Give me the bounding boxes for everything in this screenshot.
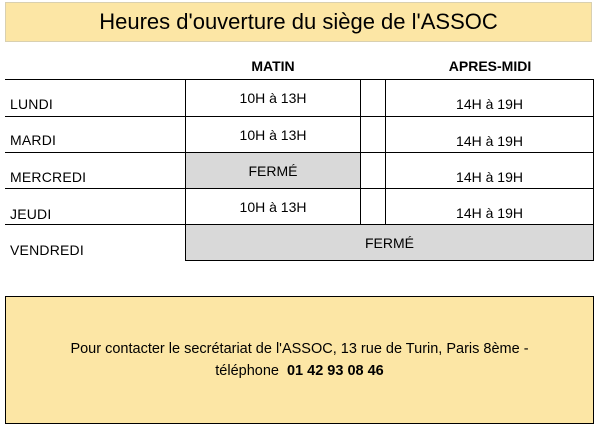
phone-label: téléphone xyxy=(215,363,279,379)
contact-info-box xyxy=(5,296,594,424)
phone-number: 01 42 93 08 46 xyxy=(286,363,384,379)
wednesday-afternoon-text: 14H à 19H xyxy=(456,169,523,185)
thursday-afternoon-hours xyxy=(386,189,593,224)
day-label-tuesday: MARDI xyxy=(10,132,57,148)
tuesday-afternoon-hours xyxy=(386,117,593,152)
column-header-afternoon: APRES-MIDI xyxy=(448,58,532,74)
monday-afternoon-text: 14H à 19H xyxy=(456,96,523,112)
thursday-morning-text: 10H à 13H xyxy=(239,198,307,215)
contact-phone-line xyxy=(215,360,383,382)
day-label-monday: LUNDI xyxy=(10,96,54,112)
friday-closed xyxy=(186,225,593,260)
table-row-border xyxy=(185,260,594,261)
wednesday-morning-closed xyxy=(186,153,360,188)
monday-morning-text: 10H à 13H xyxy=(239,90,307,106)
tuesday-morning-text: 10H à 13H xyxy=(239,126,307,143)
friday-closed-text: FERMÉ xyxy=(365,234,414,251)
table-column-border xyxy=(360,79,361,224)
column-header-morning: MATIN xyxy=(251,58,295,74)
monday-morning-hours xyxy=(186,80,360,116)
wednesday-morning-text: FERMÉ xyxy=(248,162,298,179)
page-title: Heures d'ouverture du siège de l'ASSOC xyxy=(5,2,592,42)
day-label-wednesday: MERCREDI xyxy=(10,169,87,185)
thursday-morning-hours xyxy=(186,189,360,224)
wednesday-afternoon-hours xyxy=(386,153,593,188)
tuesday-morning-hours xyxy=(186,117,360,152)
tuesday-afternoon-text: 14H à 19H xyxy=(456,133,523,149)
day-label-thursday: JEUDI xyxy=(10,206,52,222)
contact-address: Pour contacter le secrétariat de l'ASSOC, 13 rue de Turin, Paris 8ème - xyxy=(70,341,529,357)
thursday-afternoon-text: 14H à 19H xyxy=(456,205,523,221)
day-label-friday: VENDREDI xyxy=(10,242,84,258)
monday-afternoon-hours xyxy=(386,80,593,116)
table-column-border xyxy=(593,79,594,261)
